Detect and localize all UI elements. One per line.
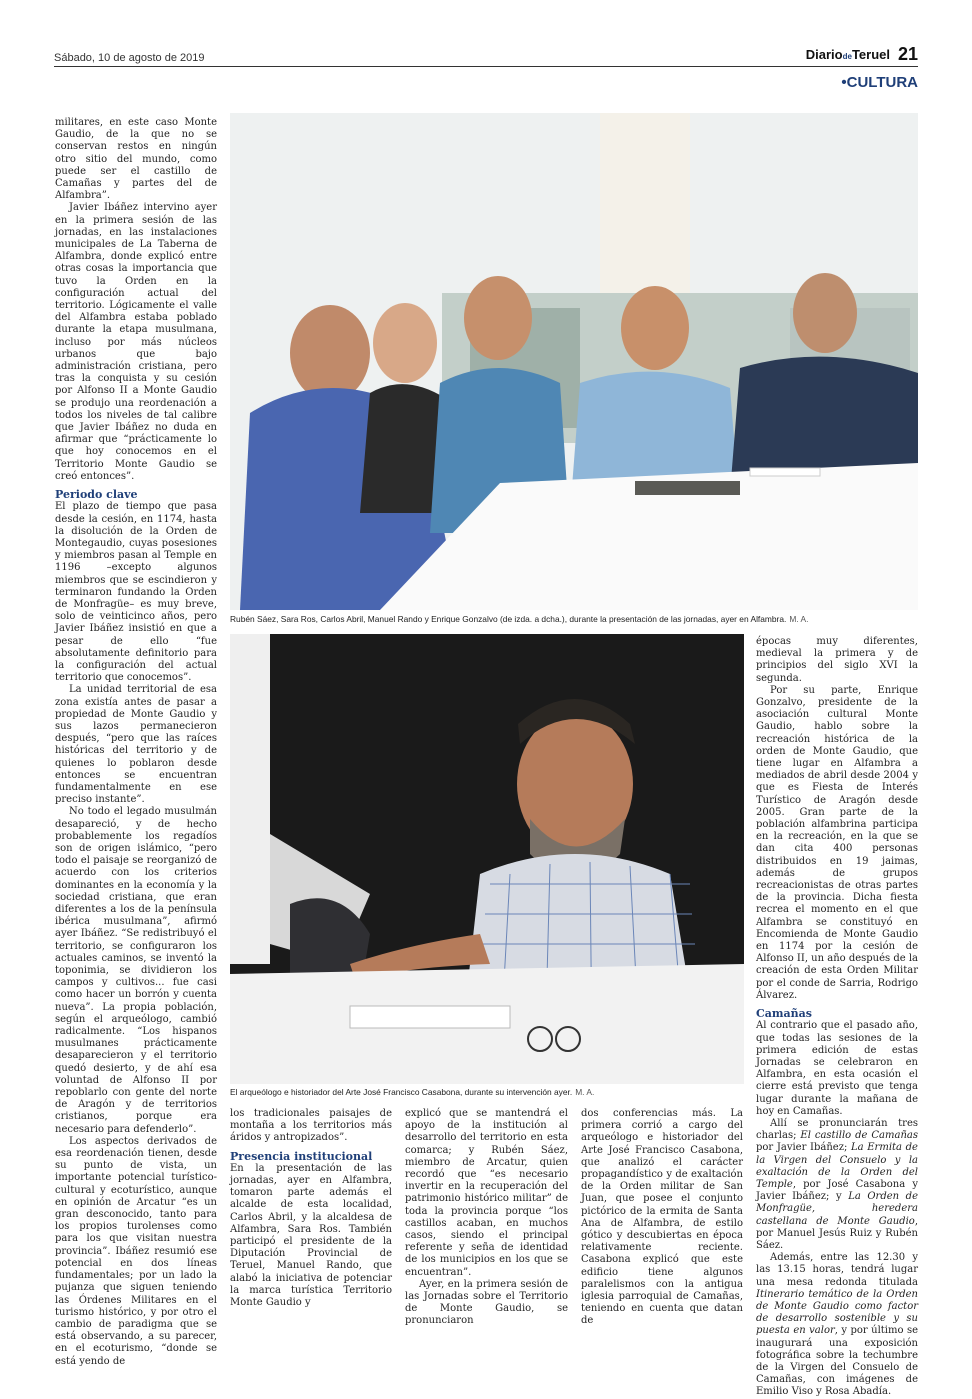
paragraph: El plazo de tiempo que pasa desde la cesión, en 1174, hasta la disolución de la Orden de Montegaudio, cuyas posesiones y miembros pasan al Temple en 1196 –excepto algunos miembros que se escindieron y terminaron fundando la Orden de Monfragüe– es muy breve, solo de veinticinco años, pero Javier Ibáñez insistió en que a pesar de ello “fue absolutamente definitorio para la configuración del actual territorio que conocemos”. [55,501,217,684]
paragraph: los tradicionales paisajes de montaña a los territorios más áridos y antropizados”. [230,1108,392,1144]
subheading: Periodo clave [55,488,138,502]
subheading: Presencia institucional [230,1149,373,1163]
paragraph: Javier Ibáñez intervino ayer en la primera sesión de las jornadas, en las instalaciones municipales de La Taberna de Alfambra, donde explicó entre otras cosas la importancia que tuvo la Orden en la configuración actual del territorio. Lógicamente el valle del Alfambra estaba poblado durante la etapa musulmana, incluso por más núcleos urbanos que bajo administración cristiana, pero tras la conquista y su cesión por Alfonso II a Monte Gaudio se produjo una reordenación a todos los niveles de tal calibre que Javier Ibáñez no duda en afirmar que “prácticamente lo que hoy conocemos en el Territorio Monte Gaudio se creó entonces”. [55,202,217,482]
paragraph: Allí se pronunciarán tres charlas; El castillo de Camañas por Javier Ibáñez; La Ermita de la Virgen del Consuelo y la exaltación de la Orden del Temple, por José Casabona y Javier Ibáñez; y La Orden de Monfragüe, heredera castellana de Monte Gaudio, por Manuel Jesús Ruiz y Rubén Sáez. [756,1117,918,1251]
photo-caption-group: Rubén Sáez, Sara Ros, Carlos Abril, Manuel Rando y Enrique Gonzalvo (de izda. a dcha.), durante la presentación de las jornadas, ayer en Alfambra. M. A. [230,614,809,624]
paragraph: Además, entre las 12.30 y las 13.15 horas, tendrá lugar una mesa redonda titulada Itinerario temático de la Orden de Monte Gaudio como factor de desarrollo sostenible y su puesta en valor, y por último se inaugurará una exposición fotográfica sobre la techumbre de la Virgen del Consuelo de Camañas, con imágenes de Emilio Viso y Rosa Abadía. [756,1252,918,1398]
header-rule [54,66,918,67]
paragraph: dos conferencias más. La primera corrió a cargo del arqueólogo e historiador del Arte José Francisco Casabona, que analizó el carácter propagandístico y de exaltación de la Orden militar de San Juan, que posee el conjunto pictórico de la ermita de Santa Ana de Alfambra, de estilo gótico y descubiertas en época relativamente reciente. Casabona explicó que este edificio tiene algunos paralelismos con la antigua iglesia parroquial de Camañas, teniendo en cuenta que datan de [581,1108,743,1327]
paragraph: épocas muy diferentes, medieval la primera y de principios del siglo XVI la segunda. [756,636,918,684]
photo-caption-speaker: El arqueólogo e historiador del Arte José Francisco Casabona, durante su intervención ayer. M. A. [230,1087,595,1097]
text-column-5 [756,636,918,1399]
text-column-4 [581,1108,743,1328]
photo-speaker [230,634,744,1084]
newspaper-logo: DiariodeTeruel [805,47,890,62]
section-label: •CULTURA [841,74,918,91]
paragraph: En la presentación de las jornadas, ayer en Alfambra, tomaron parte además el alcalde de esta localidad, Carlos Abril, y la alcaldesa de Alfambra, Sara Ros. También participó el presidente de la Diputación Provincial de Teruel, Manuel Rando, que alabó la iniciativa de potenciar la marca turística Territorio Monte Gaudio y [230,1162,392,1309]
paragraph: Al contrario que el pasado año, que todas las sesiones de la primera edición de estas Jornadas se celebraron en Alfambra, en esta ocasión el cierre está previsto que tenga lugar durante la mañana de hoy en Camañas. [756,1020,918,1117]
subheading: Camañas [756,1007,812,1021]
panel-group-illustration [230,113,918,610]
paragraph: No todo el legado musulmán desapareció, y de hecho probablemente los regadíos son de origen islámico, “pero todo el paisaje se reorganizó de acuerdo con los criterios dominantes en la economía y la sociedad cristiana, que eran diferentes a los de la península ibérica musulmana”, afirmó ayer Ibáñez. “Se redistribuyó el territorio, se configuraron los actuales caminos, se inventó la toponimia, se dividieron los campos y cultivos... fue casi como hacer un borrón y cuenta nueva”. La propia población, según el arqueólogo, cambió radicalmente. “Los hispanos musulmanes prácticamente desaparecieron y el territorio quedó desierto, y de ahí esa voluntad de Alfonso II por repoblarlo con gente del norte de Aragón y de territorios cristianos, porque era necesario para defenderlo”. [55,806,217,1135]
text-column-1 [55,117,217,1368]
paragraph: Por su parte, Enrique Gonzalvo, presidente de la asociación cultural Monte Gaudio, hablo sobre la recreación histórica de la orden de Monte Gaudio, que tiene lugar en Alfambra a mediados de abril desde 2004 y que es Fiesta de Interés Turístico de Aragón desde 2005. Gran parte de la población alfambrina participa en la recreación, en la que se dan cita 400 personas distribuidos en 19 jaimas, además de grupos recreacionistas de otras partes de la provincia. Dicha fiesta recrea el momento en el que Alfambra se constituyó en Encomienda de Monte Gaudio en 1174 por la cesión de Alfonso II, un año después de la creación de esta Orden Militar por el conde de Sarria, Rodrigo Álvarez. [756,684,919,1001]
page-number: 21 [897,44,918,64]
photo-panel-group [230,113,918,610]
paragraph: La unidad territorial de esa zona existía antes de pasar a propiedad de Monte Gaudio y sus lazos permanecieron después, “pero que las raíces históricas del territorio y de quienes lo poblaron desde entonces se encuentran fundamentalmente en ese preciso instante”. [55,684,217,806]
paragraph: militares, en este caso Monte Gaudio, de la que no se conservan restos en ningún otro sitio del mundo, como puede ser el castillo de Camañas y partes del de Alfambra”. [55,117,217,202]
paragraph: Los aspectos derivados de esa reordenación tienen, desde su punto de vista, un importante potencial turístico-cultural y ecoturístico, aunque en opinión de Arcatur “es un gran desconocido, tanto para los propios turolenses como para los que visitan nuestra provincia”. Ibáñez resumió ese potencial en dos líneas fundamentales; por un lado la pujanza que siguen teniendo las Órdenes Militares en el turismo histórico, y por otro el cambio de paradigma que se está observando, a su parecer, en el ecoturismo, “donde se está yendo de [55,1135,217,1367]
text-column-3 [405,1108,568,1328]
paragraph: Ayer, en la primera sesión de las Jornadas sobre el Territorio de Monte Gaudio, se pronunciaron [405,1278,568,1327]
paragraph: explicó que se mantendrá el apoyo de la institución al desarrollo del territorio en esta comarca; y Rubén Sáez, miembro de Arcatur, quien recordó que “es necesario invertir en la recuperación del patrimonio histórico militar” de toda la provincia porque “los castillos acaban, en muchos casos, siendo el principal referente y seña de identidad de los municipios en los que se encuentran”. [405,1108,568,1278]
speaker-illustration [230,634,744,1084]
edition-date: Sábado, 10 de agosto de 2019 [54,52,205,64]
text-column-2 [230,1108,392,1309]
